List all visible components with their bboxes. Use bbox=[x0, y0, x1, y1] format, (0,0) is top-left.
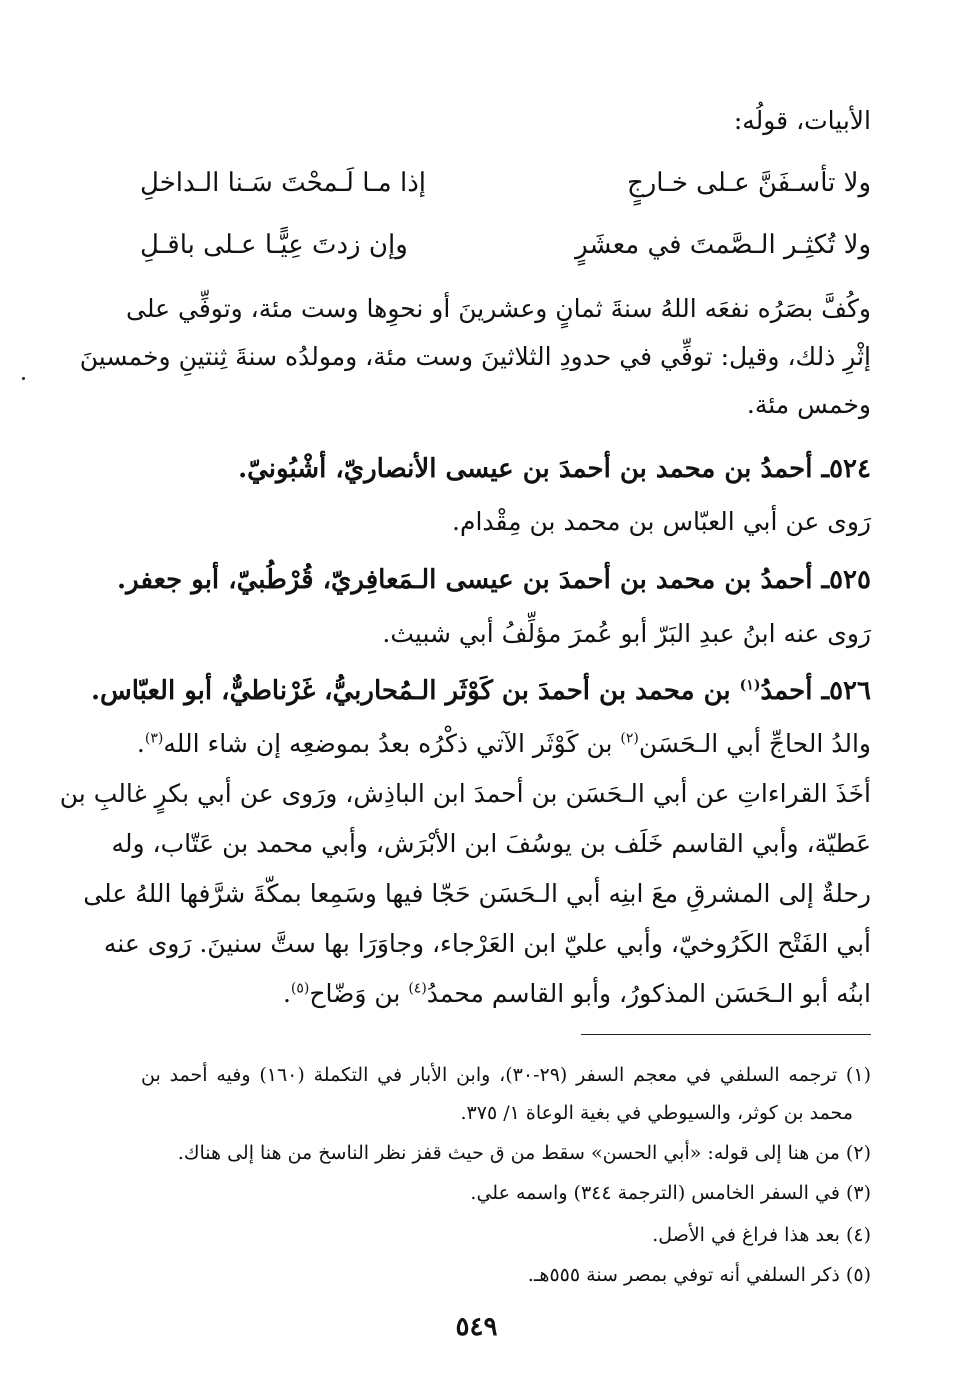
verse-2-first-hemistich: ولا تُكثِـر الـصَّمتَ في معشَرٍ bbox=[575, 230, 871, 260]
entry-body-524: رَوى عن أبي العبّاس بن محمد بن مِقْدام. bbox=[452, 507, 871, 536]
paragraph-line: وخمس مئة. bbox=[746, 390, 871, 419]
heading-text: بن محمد بن أحمدَ بن كَوْثَر الـمُحاربيُّ، غَرْناطيٌّ، أبو العبّاس. bbox=[90, 676, 740, 706]
footnote-ref-5: (٥) bbox=[290, 980, 310, 997]
entry-body-526-line: أخَذَ القراءاتِ عن أبي الـحَسَن بن أحمدَ ابن الباذِش، ورَوى عن أبي بكرٍ غالبِ بن bbox=[59, 779, 871, 808]
entry-body-525: رَوى عنه ابنُ عبدِ البَرّ أبو عُمرَ مؤلِّفُ أبي شبيث. bbox=[382, 619, 871, 648]
footnote-1: (١) ترجمه السلفي في معجم السفر (٢٩-٣٠)، وابن الأبار في التكملة (١٦٠) وفيه أحمد بن bbox=[141, 1064, 871, 1086]
paragraph-line: وكُفَّ بصَرُه نفعَه اللهُ سنةَ ثمانٍ وعشرينَ أو نحوِها وست مئة، وتوفِّي على bbox=[126, 294, 871, 323]
entry-body-526-line bbox=[283, 977, 871, 1011]
text-run: والدُ الحاجِّ أبي الـحَسَن bbox=[638, 729, 871, 758]
text-run: ابنُه أبو الـحَسَن المذكورُ، وأبو القاسم محمدُ bbox=[426, 979, 871, 1008]
footnote-ref-1: (١) bbox=[739, 677, 761, 694]
text-run: . bbox=[282, 979, 291, 1008]
verse-1-second-hemistich: إذا مـا لَـمحْتَ سَـنا الـداخلِ bbox=[140, 168, 426, 198]
intro-line: الأبيات، قولُه: bbox=[733, 106, 871, 135]
footnote-2: (٢) من هنا إلى قوله: «أبي الحسن» سقط من ق حيث قفز نظر الناسخ من هنا إلى هناك. bbox=[177, 1142, 871, 1164]
entry-body-526-line: رحلةٌ إلى المشرقِ معَ ابنِه أبي الـحَسَن حَجّا فيها وسَمِعا بمكّةَ شرَّفها اللهُ على bbox=[83, 879, 871, 908]
heading-text: ٥٢٦ـ أحمدُ bbox=[760, 676, 871, 706]
entry-heading-525: ٥٢٥ـ أحمدُ بن محمد بن أحمدَ بن عيسى الـمَعافِريّ، قُرْطُبيّ، أبو جعفر. bbox=[117, 565, 871, 595]
footnote-3: (٣) في السفر الخامس (الترجمة ٣٤٤) واسمه علي. bbox=[470, 1182, 871, 1204]
margin-mark bbox=[22, 377, 25, 380]
verse-1-first-hemistich: ولا تأسـفَنَّ عـلى خـارجٍ bbox=[626, 168, 871, 198]
entry-body-526-line: عَطيّة، وأبي القاسم خَلَف بن يوسُفَ ابن الأبْرَش، وأبي محمد بن عَتّاب، وله bbox=[111, 829, 871, 858]
entry-heading-526 bbox=[91, 674, 871, 708]
paragraph-line: إثْرِ ذلك، وقيل: توفِّي في حدودِ الثلاثينَ وست مئة، ومولدُه سنةَ ثِنتينِ وخمسينَ bbox=[79, 342, 871, 371]
text-run: بن وَضّاح bbox=[309, 979, 409, 1008]
entry-body-526-line bbox=[137, 727, 871, 761]
footnote-4: (٤) بعد هذا فراغ في الأصل. bbox=[652, 1224, 871, 1246]
footnote-1-continued: محمد بن كوثر، والسيوطي في بغية الوعاة ١/ ٣٧٥. bbox=[460, 1102, 853, 1124]
text-run: بن كَوْثَر الآتي ذكْرُه بعدُ بموضعِه إن شاء الله bbox=[163, 729, 621, 758]
text-run: . bbox=[136, 729, 145, 758]
page-number: ٥٤٩ bbox=[455, 1312, 498, 1342]
footnote-ref-4: (٤) bbox=[408, 980, 427, 997]
footnote-ref-3: (٣) bbox=[144, 730, 164, 747]
footnote-divider bbox=[581, 1034, 871, 1035]
footnote-5: (٥) ذكر السلفي أنه توفي بمصر سنة ٥٥٥هـ. bbox=[527, 1264, 871, 1286]
verse-2-second-hemistich: وإن زدتَ عِيًّـا عـلى باقـلِ bbox=[140, 230, 408, 260]
entry-body-526-line: أبي الفَتْح الكَرُوخيّ، وأبي عليّ ابن العَرْجاء، وجاوَرَا بها ستَّ سنينَ. رَوى عنه bbox=[103, 929, 871, 958]
footnote-ref-2: (٢) bbox=[620, 730, 639, 747]
entry-heading-524: ٥٢٤ـ أحمدُ بن محمد بن أحمدَ بن عيسى الأنصاريّ، أشْبُونيّ. bbox=[238, 454, 871, 484]
